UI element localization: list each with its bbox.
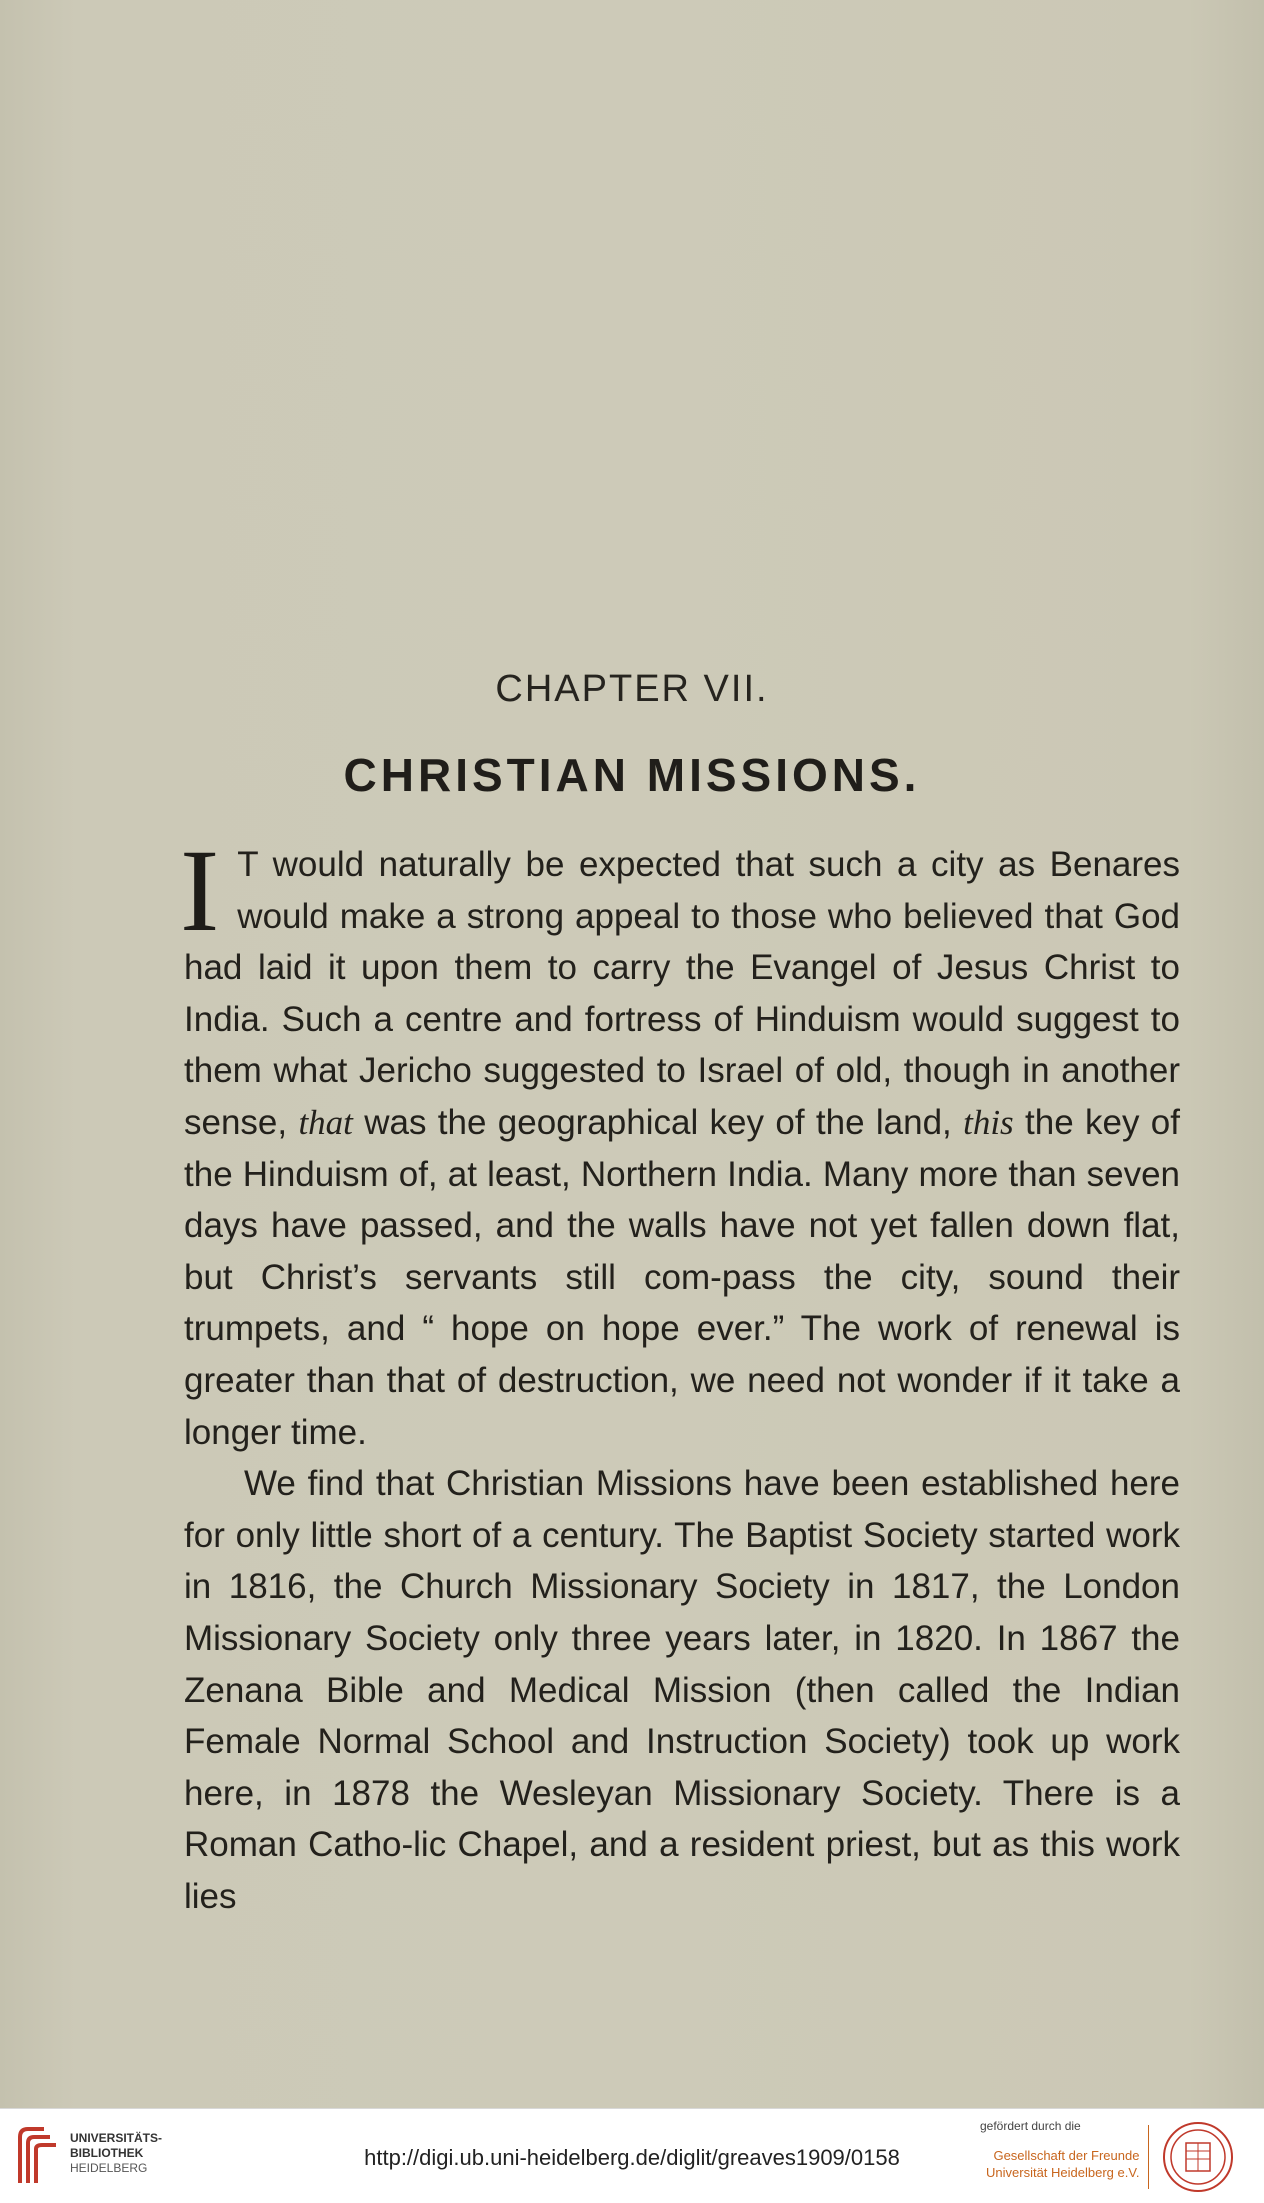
sponsor-name-line-2: Universität Heidelberg e.V.	[986, 2165, 1140, 2180]
drop-cap: I	[180, 825, 220, 956]
footer-divider	[1148, 2125, 1149, 2189]
library-name-line-2: BIBLIOTHEK	[70, 2146, 144, 2160]
library-name-line-1: UNIVERSITÄTS-	[70, 2131, 163, 2145]
paragraph-1-part-a: T would naturally be expected that such a city as Benares would make a strong appeal to those who believed that God had laid it upon them to carry the Evangel of Jesus Christ to India. Such a centre and fortress of Hinduism would suggest to them what Jericho suggested to Israel of old, though in another sense,	[184, 845, 1180, 1142]
paragraph-1	[180, 825, 1180, 1458]
paragraph-1-part-c: the key of the Hinduism of, at least, Northern India. Many more than seven days have passed, and the walls have not yet fallen down flat, but Christ’s servants still com-pass the city, sound their trumpets, and “ hope on hope ever.” The work of renewal is greater than that of destruction, we need not wonder if it take a longer time.	[184, 1102, 1180, 1452]
paragraph-1-part-b: was the geographical key of the land,	[352, 1102, 964, 1142]
sponsor-name-line-1: Gesellschaft der Freunde	[993, 2148, 1140, 2163]
permalink-url[interactable]: http://digi.ub.uni-heidelberg.de/diglit/greaves1909/0158	[364, 2145, 900, 2170]
library-name-line-3: HEIDELBERG	[70, 2161, 148, 2175]
sponsor-name	[986, 2147, 1139, 2181]
university-seal-icon	[1162, 2121, 1234, 2193]
body-text	[180, 825, 1180, 1922]
italic-this: this	[963, 1102, 1014, 1142]
paragraph-2: We find that Christian Missions have been established here for only little short of a century. The Baptist Society started work in 1816, the Church Missionary Society in 1817, the London Missionary Society only three years later, in 1820. In 1867 the Zenana Bible and Medical Mission (then called the Indian Female Normal School and Instruction Society) took up work here, in 1878 the Wesleyan Missionary Society. There is a Roman Catho-lic Chapel, and a resident priest, but as this work lies	[184, 1464, 1180, 1916]
chapter-label: CHAPTER VII.	[495, 668, 769, 710]
footer-bar	[0, 2108, 1264, 2203]
italic-that: that	[298, 1102, 353, 1142]
funded-by-label: gefördert durch die	[980, 2119, 1081, 2133]
chapter-title: CHRISTIAN MISSIONS.	[343, 749, 921, 801]
